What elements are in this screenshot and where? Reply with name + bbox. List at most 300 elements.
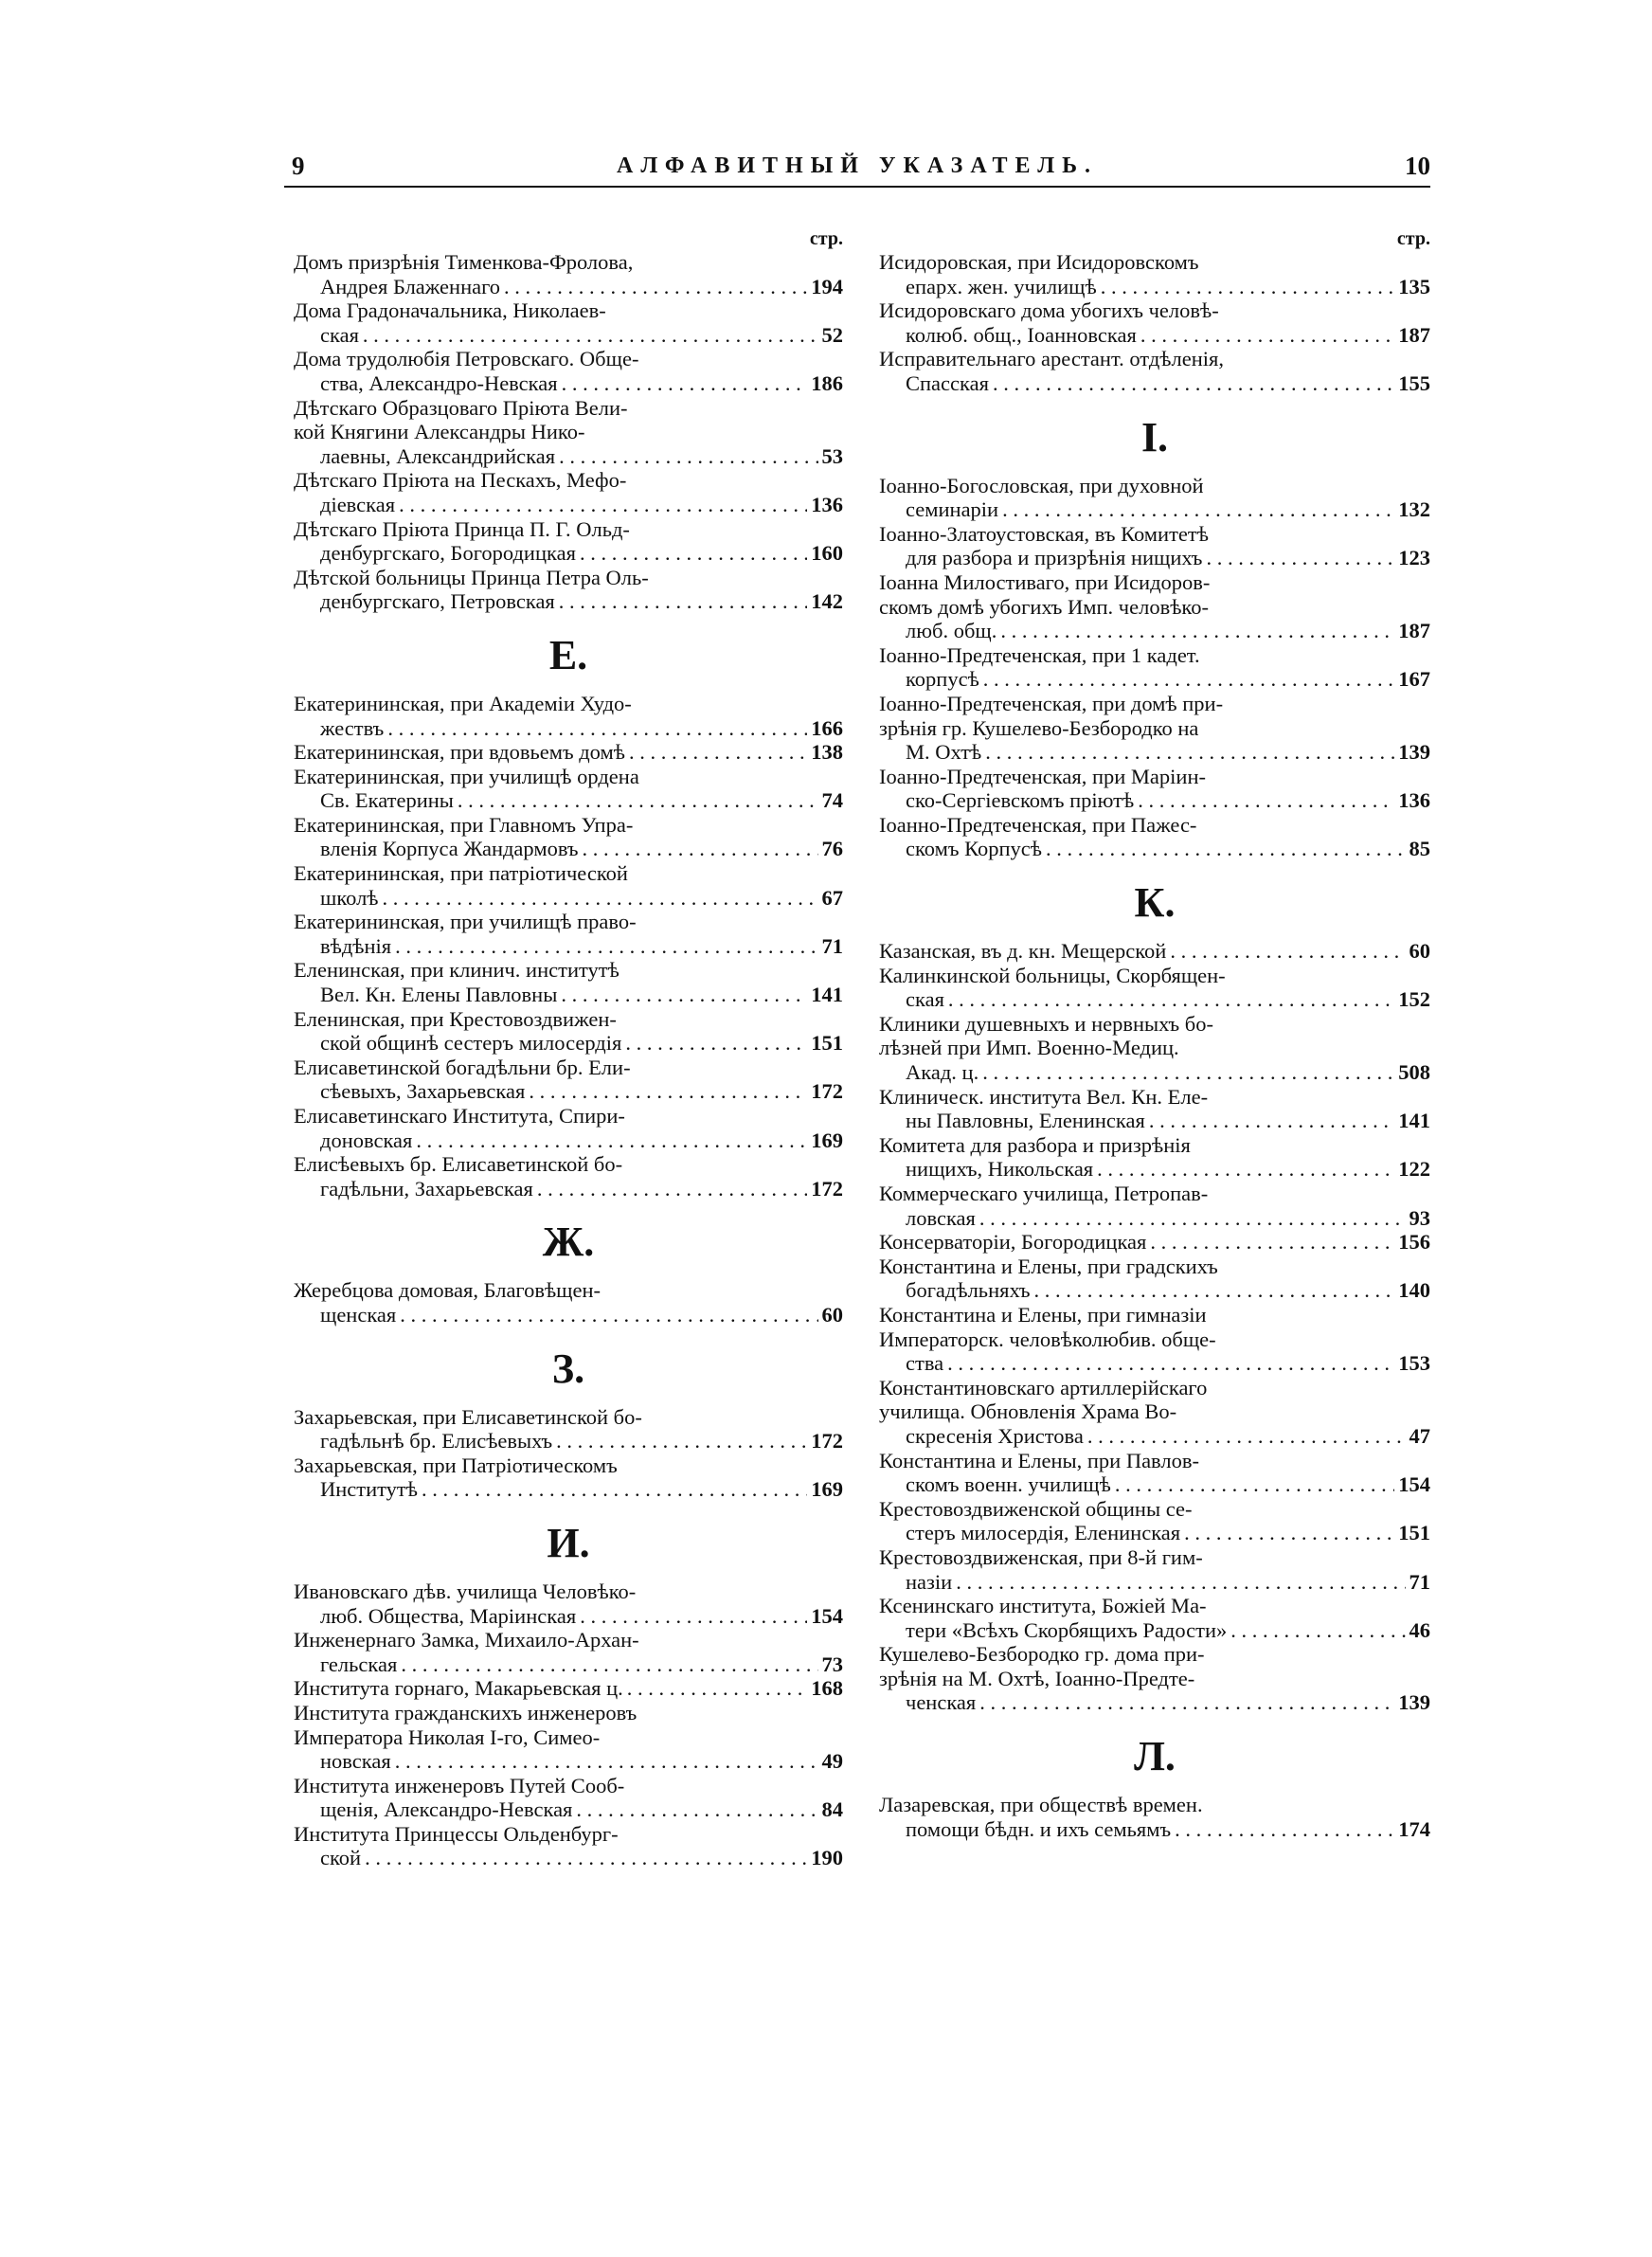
entry-line: Дома трудолюбія Петровскаго. Обще- xyxy=(294,347,639,371)
entry-page-number: 168 xyxy=(811,1676,843,1701)
entry-last-line xyxy=(294,983,843,1007)
entry-text: М. Охтѣ xyxy=(906,740,982,765)
entry-page-number: 71 xyxy=(1409,1569,1430,1594)
entry-page-number: 186 xyxy=(811,370,843,395)
entry-last-line xyxy=(879,1690,1430,1715)
dot-leader xyxy=(1206,546,1394,570)
entry-text: Андрея Блаженнаго xyxy=(320,274,501,298)
index-group xyxy=(294,1278,843,1327)
entry-last-line xyxy=(879,1230,1430,1255)
entry-last-line xyxy=(294,444,843,469)
index-entry xyxy=(294,1701,843,1774)
dot-leader xyxy=(537,1177,807,1201)
entry-page-number: 172 xyxy=(811,1176,843,1201)
entry-text: гадѣльнѣ бр. Елисѣевыхъ xyxy=(320,1429,553,1454)
entry-page-number: 187 xyxy=(1398,322,1430,347)
entry-page-number: 76 xyxy=(821,837,843,861)
entry-line: Домъ призрѣнія Тименкова-Фролова, xyxy=(294,250,634,274)
entry-text: Екатерининская, при вдовьемъ домѣ xyxy=(294,740,625,765)
index-entry xyxy=(879,1642,1430,1715)
entry-text: нищихъ, Никольская xyxy=(906,1157,1094,1182)
entry-last-line xyxy=(294,1429,843,1454)
index-entry xyxy=(879,1182,1430,1230)
index-entry xyxy=(879,1545,1430,1594)
entry-last-line xyxy=(294,1177,843,1201)
entry-last-line xyxy=(879,939,1430,964)
dot-leader xyxy=(504,275,807,299)
entry-text: скомъ Корпусѣ xyxy=(906,837,1042,861)
entry-line: Дома Градоначальника, Николаев- xyxy=(294,298,606,323)
section-letter: К. xyxy=(1134,879,1176,927)
entry-page-number: 160 xyxy=(811,541,843,566)
entry-text: ская xyxy=(906,987,944,1012)
entry-line: Іоанно-Предтеченская, при Маріин- xyxy=(879,764,1206,788)
entry-last-line xyxy=(879,1206,1430,1231)
index-entry xyxy=(879,813,1430,861)
entry-line: Еленинская, при Крестовоздвижен- xyxy=(294,1006,617,1031)
entry-page-number: 142 xyxy=(811,589,843,614)
dot-leader xyxy=(1097,1157,1394,1182)
entry-last-line xyxy=(294,716,843,741)
left-column xyxy=(294,227,843,1870)
entry-text: Казанская, въ д. кн. Мещерской xyxy=(879,939,1167,964)
index-group xyxy=(879,474,1430,862)
entry-text: назіи xyxy=(906,1569,953,1594)
entry-text: ны Павловны, Еленинская xyxy=(906,1109,1145,1133)
entry-text: Института горнаго, Макарьевская ц. xyxy=(294,1676,623,1701)
dot-leader xyxy=(395,1749,818,1774)
entry-page-number: 172 xyxy=(811,1429,843,1454)
index-entry xyxy=(879,1497,1430,1545)
dot-leader xyxy=(627,1676,807,1701)
entry-last-line xyxy=(294,1846,843,1870)
entry-line: Елисѣевыхъ бр. Елисаветинской бо- xyxy=(294,1152,623,1177)
dot-leader xyxy=(1150,1230,1394,1255)
entry-last-line xyxy=(294,1749,843,1774)
index-entry xyxy=(294,1454,843,1502)
entry-last-line xyxy=(879,1157,1430,1182)
entry-page-number: 136 xyxy=(811,492,843,516)
dot-leader xyxy=(387,716,807,741)
dot-leader xyxy=(562,371,808,396)
entry-page-number: 154 xyxy=(1398,1472,1430,1497)
entry-text: люб. Общества, Маріинская xyxy=(320,1603,577,1628)
entry-last-line xyxy=(879,546,1430,570)
section-letter: Ж. xyxy=(542,1219,595,1266)
entry-line: кой Княгини Александры Нико- xyxy=(294,420,585,444)
entry-last-line xyxy=(879,1570,1430,1595)
entry-last-line xyxy=(879,1278,1430,1303)
entry-text: Консерваторіи, Богородицкая xyxy=(879,1230,1147,1255)
index-entry xyxy=(879,474,1430,522)
entry-last-line xyxy=(294,493,843,517)
index-entry xyxy=(294,765,843,813)
entry-last-line xyxy=(879,837,1430,861)
entry-line: Іоанно-Предтеченская, при 1 кадет. xyxy=(879,642,1200,667)
entry-line: Института инженеровъ Путей Сооб- xyxy=(294,1773,625,1797)
entry-line: Елисаветинской богадѣльни бр. Ели- xyxy=(294,1055,631,1079)
entry-last-line xyxy=(294,541,843,566)
entry-text: Св. Екатерины xyxy=(320,788,454,813)
page-ref-label: стр. xyxy=(1396,228,1430,249)
entry-line: лѣзней при Имп. Военно-Медиц. xyxy=(879,1036,1179,1060)
dot-leader xyxy=(1087,1424,1406,1449)
entry-line: Ивановскаго дѣв. училища Человѣко- xyxy=(294,1579,637,1603)
entry-line: Іоанно-Богословская, при духовной xyxy=(879,473,1204,497)
entry-page-number: 84 xyxy=(821,1797,843,1822)
dot-leader xyxy=(983,667,1394,692)
index-entry xyxy=(294,910,843,958)
entry-page-number: 46 xyxy=(1409,1617,1430,1642)
entry-line: Исидоровская, при Исидоровскомъ xyxy=(879,250,1199,274)
entry-page-number: 187 xyxy=(1398,619,1430,643)
entry-last-line xyxy=(294,1652,843,1677)
entry-text: жествъ xyxy=(320,715,385,740)
entry-last-line xyxy=(879,788,1430,813)
entry-line: Константина и Елены, при гимназіи xyxy=(879,1302,1207,1327)
entry-line: Лазаревская, при обществѣ времен. xyxy=(879,1793,1203,1817)
dot-leader xyxy=(1138,788,1394,813)
page-header xyxy=(284,150,1430,188)
index-entry xyxy=(294,1104,843,1152)
entry-last-line xyxy=(294,788,843,813)
entry-text: скомъ военн. училищѣ xyxy=(906,1472,1111,1497)
dot-leader xyxy=(399,493,807,517)
dot-leader xyxy=(947,1351,1394,1376)
entry-line: Жеребцова домовая, Благовѣщен- xyxy=(294,1278,602,1303)
dot-leader xyxy=(1230,1618,1405,1643)
entry-last-line xyxy=(294,589,843,614)
entry-line: зрѣнія гр. Кушелево-Безбородко на xyxy=(879,715,1199,740)
entry-page-number: 74 xyxy=(821,788,843,813)
entry-line: Іоанно-Златоустовская, въ Комитетѣ xyxy=(879,521,1209,546)
entry-line: Института гражданскихъ инженеровъ xyxy=(294,1700,637,1724)
index-entry xyxy=(294,1628,843,1676)
entry-line: Комитета для разбора и призрѣнія xyxy=(879,1132,1191,1157)
entry-line: Іоанна Милостиваго, при Исидоров- xyxy=(879,569,1211,594)
entry-page-number: 190 xyxy=(811,1846,843,1870)
entry-last-line xyxy=(294,1128,843,1153)
index-entry xyxy=(294,1580,843,1628)
entry-page-number: 52 xyxy=(821,322,843,347)
dot-leader xyxy=(363,323,818,348)
index-entry xyxy=(294,1056,843,1104)
dot-leader xyxy=(985,740,1394,765)
entry-line: Института Принцессы Ольденбург- xyxy=(294,1821,619,1846)
dot-leader xyxy=(561,983,807,1007)
entry-page-number: 169 xyxy=(811,1128,843,1152)
entry-last-line xyxy=(294,1797,843,1822)
dot-leader xyxy=(395,934,817,959)
index-entry xyxy=(879,298,1430,347)
entry-last-line xyxy=(294,837,843,861)
entry-line: Клиническ. института Вел. Кн. Еле- xyxy=(879,1084,1209,1109)
entry-last-line xyxy=(294,275,843,299)
entry-last-line xyxy=(294,323,843,348)
entry-line: Екатерининская, при патріотической xyxy=(294,861,628,886)
dot-leader xyxy=(422,1477,807,1502)
entry-page-number: 85 xyxy=(1409,837,1430,861)
entry-text: колюб. общ., Іоанновская xyxy=(906,322,1137,347)
dot-leader xyxy=(529,1079,807,1104)
entry-line: Крестовоздвиженской общины се- xyxy=(879,1496,1193,1521)
entry-text: лаевны, Александрийская xyxy=(320,443,556,468)
entry-text: вѣдѣнія xyxy=(320,933,392,958)
dot-leader xyxy=(416,1128,807,1153)
entry-page-number: 141 xyxy=(811,983,843,1007)
dot-leader xyxy=(400,1303,817,1327)
entry-text: денбургскаго, Богородицкая xyxy=(320,541,576,566)
entry-text: Институтѣ xyxy=(320,1477,418,1502)
entry-text: доновская xyxy=(320,1128,413,1152)
index-entry xyxy=(879,1594,1430,1642)
index-entry xyxy=(879,522,1430,570)
entry-line: Елисаветинскаго Института, Спири- xyxy=(294,1104,625,1128)
dot-leader xyxy=(1000,619,1394,643)
entry-last-line xyxy=(294,371,843,396)
entry-page-number: 156 xyxy=(1398,1230,1430,1255)
entry-line: Константина и Елены, при градскихъ xyxy=(879,1254,1218,1278)
index-entry xyxy=(294,1152,843,1201)
entry-last-line xyxy=(294,1303,843,1327)
index-entry xyxy=(879,692,1430,765)
entry-text: ской общинѣ сестеръ милосердія xyxy=(320,1031,622,1056)
entry-page-number: 153 xyxy=(1398,1351,1430,1376)
entry-line: Крестовоздвиженская, при 8-й гим- xyxy=(879,1544,1203,1569)
entry-line: Императорск. человѣколюбив. обще- xyxy=(879,1327,1216,1351)
index-entry xyxy=(879,939,1430,964)
entry-page-number: 47 xyxy=(1409,1423,1430,1448)
section-letter: И. xyxy=(547,1519,590,1566)
index-entry xyxy=(294,347,843,395)
entry-page-number: 139 xyxy=(1398,1690,1430,1715)
entry-page-number: 132 xyxy=(1398,497,1430,522)
dot-leader xyxy=(1046,837,1406,861)
index-group xyxy=(294,250,843,614)
entry-line: Іоанно-Предтеченская, при Пажес- xyxy=(879,812,1197,837)
dot-leader xyxy=(583,837,818,861)
entry-text: корпусѣ xyxy=(906,667,979,692)
entry-text: вленія Корпуса Жандармовъ xyxy=(320,837,579,861)
index-entry xyxy=(879,347,1430,395)
entry-last-line xyxy=(294,740,843,765)
entry-line: зрѣнія на М. Охтѣ, Іоанно-Предте- xyxy=(879,1666,1195,1690)
entry-text: щенія, Александро-Невская xyxy=(320,1797,573,1822)
index-entry xyxy=(879,1376,1430,1449)
page-number-left: 9 xyxy=(292,152,305,180)
dot-leader xyxy=(979,1206,1406,1231)
entry-page-number: 166 xyxy=(811,715,843,740)
dot-leader xyxy=(580,1604,807,1629)
entry-last-line xyxy=(294,1477,843,1502)
entry-last-line xyxy=(294,1079,843,1104)
index-entry xyxy=(879,765,1430,813)
entry-page-number: 123 xyxy=(1398,546,1430,570)
dot-leader xyxy=(1175,1817,1394,1842)
page-ref-label: стр. xyxy=(809,228,843,249)
entry-line: Ксенинскаго института, Божіей Ма- xyxy=(879,1594,1207,1618)
entry-text: ская xyxy=(320,322,359,347)
dot-leader xyxy=(625,1031,807,1056)
entry-text: гельская xyxy=(320,1652,398,1676)
entry-line: Константиновскаго артиллерійскаго xyxy=(879,1375,1208,1399)
entry-last-line xyxy=(879,1521,1430,1545)
entry-page-number: 167 xyxy=(1398,667,1430,692)
entry-page-number: 71 xyxy=(821,933,843,958)
entry-page-number: 169 xyxy=(811,1477,843,1502)
index-group xyxy=(879,1793,1430,1841)
entry-page-number: 155 xyxy=(1398,370,1430,395)
entry-last-line xyxy=(294,886,843,911)
entry-last-line xyxy=(879,987,1430,1012)
entry-last-line xyxy=(879,619,1430,643)
index-entry xyxy=(879,1230,1430,1255)
entry-text: школѣ xyxy=(320,885,379,910)
page-title: АЛФАВИТНЫЙ УКАЗАТЕЛЬ. xyxy=(616,153,1098,178)
index-entry xyxy=(294,1822,843,1870)
entry-text: Акад. ц. xyxy=(906,1060,979,1085)
header-rule xyxy=(284,186,1430,188)
entry-page-number: 152 xyxy=(1398,987,1430,1012)
index-entry xyxy=(294,1676,843,1701)
dot-leader xyxy=(629,740,807,765)
index-group xyxy=(879,939,1430,1715)
entry-page-number: 508 xyxy=(1398,1060,1430,1085)
entry-page-number: 140 xyxy=(1398,1278,1430,1303)
index-entry xyxy=(294,298,843,347)
index-entry xyxy=(294,692,843,740)
index-entry xyxy=(879,250,1430,298)
entry-last-line xyxy=(879,1472,1430,1497)
index-entry xyxy=(294,468,843,516)
entry-page-number: 151 xyxy=(1398,1521,1430,1545)
entry-page-number: 174 xyxy=(1398,1816,1430,1841)
index-entry xyxy=(879,1012,1430,1085)
entry-page-number: 151 xyxy=(811,1031,843,1056)
entry-line: Коммерческаго училища, Петропав- xyxy=(879,1182,1209,1205)
entry-page-number: 136 xyxy=(1398,788,1430,813)
entry-line: Екатерининская, при училищѣ право- xyxy=(294,910,637,934)
entry-text: ства xyxy=(906,1351,944,1376)
dot-leader xyxy=(993,371,1394,396)
entry-page-number: 67 xyxy=(821,885,843,910)
entry-page-number: 73 xyxy=(821,1652,843,1676)
dot-leader xyxy=(1002,497,1394,522)
entry-line: Іоанно-Предтеченская, при домѣ при- xyxy=(879,691,1224,715)
entry-last-line xyxy=(294,1604,843,1629)
entry-last-line xyxy=(879,371,1430,396)
entry-text: для разбора и призрѣнія нищихъ xyxy=(906,546,1203,570)
section-letter: Л. xyxy=(1134,1733,1176,1780)
entry-text: денбургскаго, Петровская xyxy=(320,589,555,614)
entry-line: Дѣтскаго Пріюта Принца П. Г. Ольд- xyxy=(294,516,630,541)
entry-text: ченская xyxy=(906,1690,977,1715)
dot-leader xyxy=(556,1429,807,1454)
index-entry xyxy=(294,1278,843,1327)
entry-text: епарх. жен. училищѣ xyxy=(906,274,1097,298)
entry-page-number: 49 xyxy=(821,1749,843,1774)
entry-text: скресенія Христова xyxy=(906,1423,1084,1448)
index-group xyxy=(294,1580,843,1870)
entry-last-line xyxy=(879,740,1430,765)
entry-page-number: 53 xyxy=(821,443,843,468)
entry-page-number: 194 xyxy=(811,274,843,298)
dot-leader xyxy=(948,987,1394,1012)
section-letter: З. xyxy=(551,1345,585,1392)
entry-line: скомъ домѣ убогихъ Имп. человѣко- xyxy=(879,594,1209,619)
entry-text: ской xyxy=(320,1846,362,1870)
index-entry xyxy=(294,813,843,861)
entry-text: ловская xyxy=(906,1205,976,1230)
dot-leader xyxy=(1140,323,1394,348)
entry-text: семинаріи xyxy=(906,497,999,522)
dot-leader xyxy=(956,1570,1405,1595)
entry-page-number: 139 xyxy=(1398,740,1430,765)
index-group xyxy=(294,1405,843,1502)
page-number-right: 10 xyxy=(1405,152,1430,180)
entry-line: Еленинская, при клинич. институтѣ xyxy=(294,958,620,983)
entry-text: ства, Александро-Невская xyxy=(320,370,558,395)
index-entry xyxy=(294,517,843,566)
entry-page-number: 60 xyxy=(821,1302,843,1327)
entry-text: діевская xyxy=(320,492,396,516)
entry-last-line xyxy=(879,497,1430,522)
section-letter: Е. xyxy=(548,631,588,678)
index-entry xyxy=(879,643,1430,692)
dot-leader xyxy=(1184,1521,1394,1545)
index-entry xyxy=(879,1255,1430,1303)
entry-last-line xyxy=(879,1424,1430,1449)
entry-last-line xyxy=(294,1031,843,1056)
index-group xyxy=(879,250,1430,396)
entry-line: Императора Николая І-го, Симео- xyxy=(294,1724,601,1749)
entry-last-line xyxy=(879,275,1430,299)
dot-leader xyxy=(979,1690,1394,1715)
right-column xyxy=(879,227,1430,1841)
dot-leader xyxy=(1170,939,1405,964)
entry-line: Екатерининская, при училищѣ ордена xyxy=(294,764,639,788)
entry-line: Дѣтскаго Пріюта на Пескахъ, Мефо- xyxy=(294,468,627,493)
index-entry xyxy=(879,1303,1430,1376)
index-entry xyxy=(294,861,843,910)
entry-text: ско-Сергіевскомъ пріютѣ xyxy=(906,788,1135,813)
entry-line: Екатерининская, при Главномъ Упра- xyxy=(294,812,634,837)
entry-line: Калинкинской больницы, Скорбящен- xyxy=(879,963,1226,987)
entry-line: Кушелево-Безбородко гр. дома при- xyxy=(879,1642,1205,1667)
entry-line: Константина и Елены, при Павлов- xyxy=(879,1448,1199,1472)
entry-line: Исидоровскаго дома убогихъ человѣ- xyxy=(879,298,1219,323)
index-entry xyxy=(294,1007,843,1056)
index-entry xyxy=(294,740,843,765)
index-entry xyxy=(879,1449,1430,1497)
entry-last-line xyxy=(879,1618,1430,1643)
index-entry xyxy=(294,1405,843,1454)
entry-last-line xyxy=(879,1817,1430,1842)
index-entry xyxy=(879,570,1430,643)
dot-leader xyxy=(559,589,807,614)
entry-line: Екатерининская, при Академіи Худо- xyxy=(294,691,632,715)
entry-page-number: 172 xyxy=(811,1079,843,1104)
index-group xyxy=(294,692,843,1201)
dot-leader xyxy=(458,788,818,813)
entry-last-line xyxy=(879,667,1430,692)
entry-text: щенская xyxy=(320,1302,397,1327)
entry-line: училища. Обновленія Храма Во- xyxy=(879,1399,1177,1424)
index-entry xyxy=(294,250,843,298)
entry-line: Захарьевская, при Патріотическомъ xyxy=(294,1453,618,1477)
entry-page-number: 154 xyxy=(811,1603,843,1628)
entry-page-number: 141 xyxy=(1398,1109,1430,1133)
